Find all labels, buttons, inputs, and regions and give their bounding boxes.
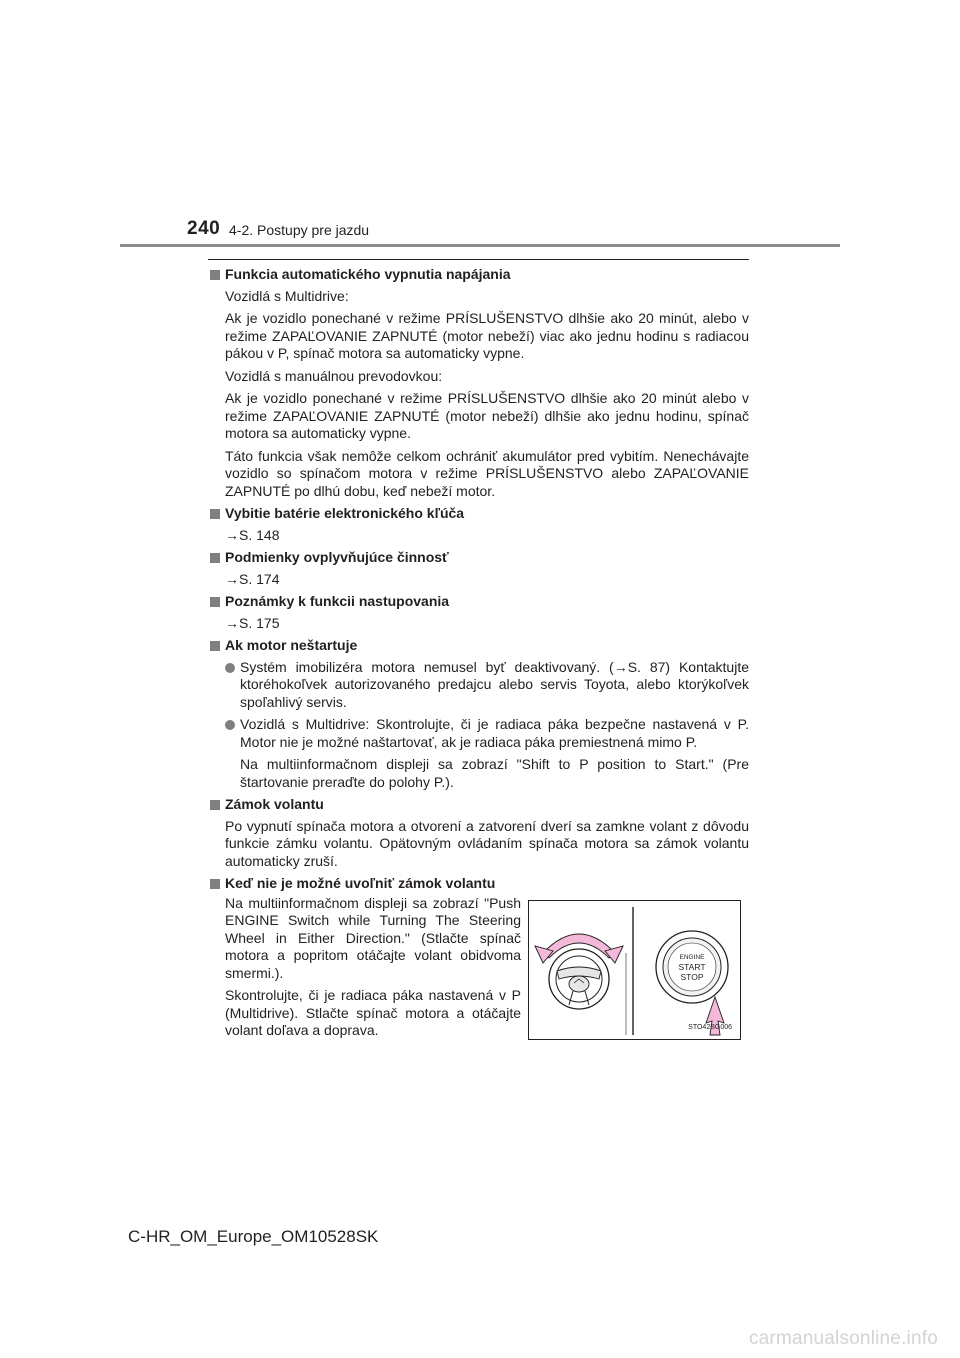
- section-heading-text: Poznámky k funkcii nastupovania: [225, 593, 450, 609]
- page-reference-link[interactable]: →S. 148: [225, 526, 280, 543]
- stop-label: STOP: [680, 971, 704, 982]
- figure-illustration: [529, 901, 740, 1039]
- section-heading-text: Zámok volantu: [225, 796, 324, 812]
- section-heading: [208, 266, 749, 284]
- paragraph: Vozidlá s manuálnou prevodovkou:: [225, 367, 443, 384]
- section-steering-lock-release: [208, 875, 749, 1043]
- section-heading-text: Vybitie batérie elektronického kľúča: [225, 505, 465, 521]
- steering-wheel-engine-switch-figure: [528, 900, 741, 1040]
- steering-wheel-icon: [549, 949, 609, 1009]
- figure-side-text: [225, 895, 521, 1045]
- square-bullet-icon: [210, 509, 220, 519]
- header-divider: [120, 244, 840, 247]
- section-heading: [208, 505, 749, 523]
- paragraph: Na multiinformačnom displeji sa zobrazí "Push ENGINE Switch while Turning The Steering Wheel in Either Direction." (Stlačte spínač motora a popritom otáčajte volant obidvoma smermi.).: [225, 894, 521, 981]
- square-bullet-icon: [210, 553, 220, 563]
- page-number: 240: [187, 218, 221, 239]
- section-heading: [208, 593, 749, 611]
- paragraph: Táto funkcia však nemôže celkom ochrániť akumulátor pred vybitím. Nenechávajte vozidlo so spínačom motora v režime PRÍSLUŠENSTVO alebo ZAPAĽOVANIE ZAPNUTÉ po dlhú dobu, keď nebeží motor.: [225, 447, 749, 499]
- content-divider: [208, 259, 749, 260]
- square-bullet-icon: [210, 879, 220, 889]
- square-bullet-icon: [210, 270, 220, 280]
- square-bullet-icon: [210, 641, 220, 651]
- page-reference-link[interactable]: →S. 175: [225, 614, 280, 631]
- section-heading: [208, 875, 749, 893]
- section-heading: [208, 549, 749, 567]
- bullet-text: Systém imobilizéra motora nemusel byť deaktivovaný. (→S. 87) Kontaktujte ktoréhokoľvek autorizovaného predajcu alebo servis Toyota, alebo ktorýkoľvek spoľahlivý servis.: [240, 658, 749, 710]
- section-engine-not-starting: [208, 637, 749, 791]
- footer-document-id: C-HR_OM_Europe_OM10528SK: [128, 1227, 379, 1246]
- bullet-item: [208, 659, 749, 712]
- page-reference-link[interactable]: →S. 174: [225, 570, 280, 587]
- section-title: 4-2. Postupy pre jazdu: [229, 222, 370, 238]
- section-heading-text: Keď nie je možné uvoľniť zámok volantu: [225, 875, 496, 891]
- paragraph: Ak je vozidlo ponechané v režime PRÍSLUŠENSTVO dlhšie ako 20 minút alebo v režime ZAPAĽOVANIE ZAPNUTÉ (motor nebeží) dlhšie ako jednu hodinu, spínač motora sa automaticky vypne.: [225, 390, 749, 441]
- engine-start-stop-button-icon: [656, 931, 728, 1003]
- round-bullet-icon: [225, 663, 235, 673]
- page-content: [208, 266, 749, 1043]
- paragraph: Ak je vozidlo ponechané v režime PRÍSLUŠENSTVO dlhšie ako 20 minút, alebo v režime ZAPAĽOVANIE ZAPNUTÉ (motor nebeží) viac ako jednu hodinu s radiacou pákou v P, spínač motora sa automaticky vypne.: [225, 310, 749, 361]
- bullet-text: Vozidlá s Multidrive: Skontrolujte, či je radiaca páka bezpečne nastavená v P. Motor nie je možné naštartovať, ak je radiaca páka premiestnená mimo P.: [240, 716, 749, 750]
- paragraph: Po vypnutí spínača motora a otvorení a zatvorení dverí sa zamkne volant z dôvodu funkcie zámku volantu. Opätovným ovládaním spínača motora sa zámok volantu automaticky zruší.: [225, 817, 749, 869]
- engine-label: ENGINE: [679, 953, 705, 961]
- square-bullet-icon: [210, 597, 220, 607]
- section-heading-text: Funkcia automatického vypnutia napájania: [225, 266, 511, 282]
- bullet-subparagraph: Na multiinformačnom displeji sa zobrazí "Shift to P position to Start." (Pre štartovanie preraďte do polohy P.).: [240, 756, 749, 790]
- section-conditions: [208, 549, 749, 588]
- section-key-battery: [208, 505, 749, 544]
- section-steering-lock: [208, 796, 749, 870]
- section-heading-text: Ak motor neštartuje: [225, 637, 358, 653]
- bullet-item: [208, 716, 749, 751]
- section-heading: [208, 796, 749, 814]
- round-bullet-icon: [225, 720, 235, 730]
- section-entry-notes: [208, 593, 749, 632]
- square-bullet-icon: [210, 800, 220, 810]
- paragraph: Skontrolujte, či je radiaca páka nastavená v P (Multidrive). Stlačte spínač motora a otáčajte volant doľava a doprava.: [225, 987, 521, 1038]
- start-label: START: [678, 961, 706, 972]
- text-with-figure: [208, 893, 749, 1043]
- section-heading: [208, 637, 749, 655]
- section-auto-power-off: [208, 266, 749, 500]
- watermark: carmanualsonline.info: [748, 1328, 938, 1349]
- section-heading-text: Podmienky ovplyvňujúce činnosť: [225, 549, 449, 565]
- figure-id: STO42BG006: [688, 1024, 732, 1031]
- paragraph: Vozidlá s Multidrive:: [225, 287, 349, 304]
